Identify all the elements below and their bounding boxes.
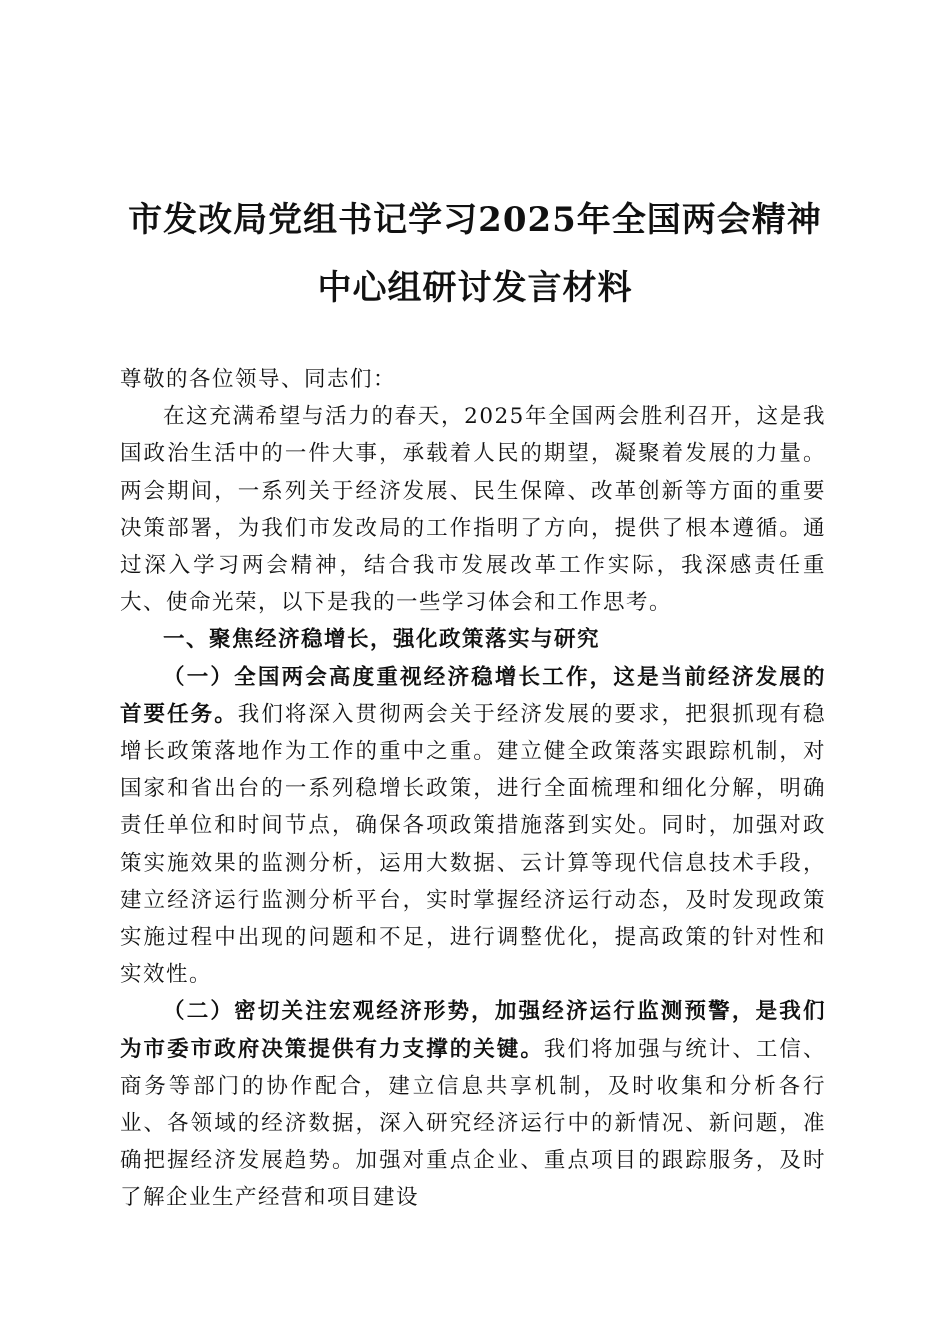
intro-paragraph: 在这充满希望与活力的春天，2025年全国两会胜利召开，这是我国政治生活中的一件大事，承载着人民的期望，凝聚着发展的力量。两会期间，一系列关于经济发展、民生保障、改革创新等方面的重要决策部署，为我们市发改局的工作指明了方向，提供了根本遵循。通过深入学习两会精神，结合我市发展改革工作实际，我深感责任重大、使命光荣，以下是我的一些学习体会和工作思考。 <box>120 404 826 616</box>
item-1-paragraph <box>120 659 826 994</box>
item-2-lead: （二）密切关注宏观经济形势，加强经济运行监测预警，是我们为市委市政府决策提供有力支撑的关键。 <box>120 999 826 1062</box>
document-title-line-1: 市发改局党组书记学习2025年全国两会精神 <box>128 200 822 240</box>
item-2-body: 我们将加强与统计、工信、商务等部门的协作配合，建立信息共享机制，及时收集和分析各行业、各领域的经济数据，深入研究经济运行中的新情况、新问题，准确把握经济发展趋势。加强对重点企业、重点项目的跟踪服务，及时了解企业生产经营和项目建设 <box>120 1036 826 1211</box>
document-body <box>120 361 826 1217</box>
item-2-paragraph <box>120 993 826 1216</box>
item-1-body: 我们将深入贯彻两会关于经济发展的要求，把狠抓现有稳增长政策落地作为工作的重中之重。建立健全政策落实跟踪机制，对国家和省出台的一系列稳增长政策，进行全面梳理和细化分解，明确责任单位和时间节点，确保各项政策措施落到实处。同时，加强对政策实施效果的监测分析，运用大数据、云计算等现代信息技术手段，建立经济运行监测分析平台，实时掌握经济运行动态，及时发现政策实施过程中出现的问题和不足，进行调整优化，提高政策的针对性和实效性。 <box>120 701 826 988</box>
salutation: 尊敬的各位领导、同志们： <box>120 367 397 392</box>
item-1-lead: （一）全国两会高度重视经济稳增长工作，这是当前经济发展的首要任务。 <box>120 664 826 727</box>
document-title-line-2: 中心组研讨发言材料 <box>317 268 633 308</box>
section-1-heading: 一、聚焦经济稳增长，强化政策落实与研究 <box>163 627 601 653</box>
